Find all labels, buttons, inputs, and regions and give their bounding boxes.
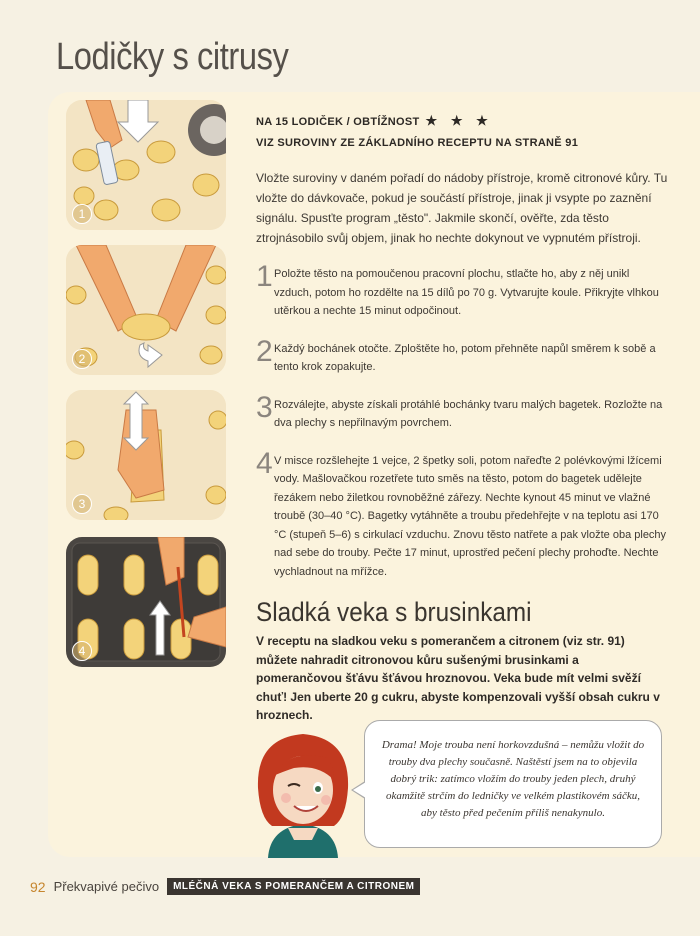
bubble-tail: [351, 781, 365, 799]
step-number: 4: [256, 446, 273, 480]
step-3: [256, 390, 668, 433]
step-number: 3: [256, 390, 273, 424]
intro-paragraph: Vložte suroviny v daném pořadí do nádoby přístroje, kromě citronové kůry. Tu vložte do dávkovače, pokud je součástí přístroje, jinak ji vsypte po zaznění signálu. Spusťte program „těsto". Jakmile skončí, ověřte, zda těsto ztrojnásobilo svůj objem, jinak ho nechte dokynout ve vypnutém přístroji.: [256, 171, 668, 245]
yield-difficulty: [256, 112, 668, 131]
section-name: Překvapivé pečivo: [53, 879, 160, 894]
step-number: 2: [256, 334, 273, 368]
step-illustration-1: [66, 100, 226, 230]
step-number: 1: [256, 260, 273, 293]
chapter-tag: MLÉČNÁ VEKA S POMERANČEM A CITRONEM: [167, 878, 420, 895]
variant-text: V receptu na sladkou veku s pomerančem a citronem (viz str. 91) můžete nahradit citronovou kůru sušenými brusinkami a pomerančovou šťávu šťávou hroznovou. Veka bude mít velmi svěží chuť! Jen uberte 20 g cukru, abyste kompenzovali vyšší obsah cukru v hroznech.: [256, 634, 660, 722]
difficulty-stars: ★ ★ ★: [425, 113, 493, 128]
tip-bubble: [364, 720, 662, 848]
yield-difficulty-label: NA 15 LODIČEK / OBTÍŽNOST: [256, 116, 420, 128]
page-footer: [30, 878, 420, 895]
tip-text: Drama! Moje trouba není horkovzdušná – nemůžu vložit do trouby dva plechy současně. Naštěstí jsem na to objevila dobrý trik: zatímco vložím do trouby jeden plech, druhý okamžitě strčím do ledničky ve velkém plastikovém sáčku, aby těsto před pečením příliš nenakynulo.: [381, 739, 645, 819]
step-badge: 3: [72, 494, 92, 514]
page-title: Lodičky s citrusy: [56, 36, 289, 78]
step-text: Rozválejte, abyste získali protáhlé bochánky tvaru malých bagetek. Rozložte na dva plechy s nepřilnavým povrchem.: [274, 398, 663, 429]
narrator-illustration: [248, 728, 358, 858]
step-badge: 2: [72, 349, 92, 369]
variant-title: Sladká veka s brusinkami: [256, 597, 532, 627]
page-number: 92: [30, 878, 46, 895]
step-badge: 1: [72, 204, 92, 224]
step-text: V misce rozšlehejte 1 vejce, 2 špetky soli, potom nařeďte 2 polévkovými lžícemi vody. Mašlovačkou rozetřete tuto směs na těsto, potom do bagetek udělejte řezákem nebo žiletkou rovnoběžné zářezy. Nechte kynout 45 minut ve vlažné troubě (30–40 °C). Bagetky vytáhněte a troubu předehřejte v na teplotu asi 170 °C (stupeň 5–6) s cirkulací vzduchu. Znovu těsto natřete a pak vložte oba plechy nad sebe do trouby. Pečte 17 minut, uprostřed pečení plechy prohoďte. Nechte vychladnout na mřížce.: [274, 454, 667, 578]
step-illustration-2: [66, 245, 226, 375]
recipe-content: [256, 112, 668, 725]
step-1: [256, 260, 668, 321]
step-2: [256, 334, 668, 377]
step-illustration-4: [66, 537, 226, 667]
step-text: Položte těsto na pomoučenou pracovní plochu, stlačte ho, aby z něj unikl vzduch, potom ho rozdělte na 15 dílů po 70 g. Vytvarujte koule. Přikryjte vlhkou utěrkou a nechte 15 minut odpočinout.: [274, 268, 659, 317]
step-illustration-3: [66, 390, 226, 520]
step-text: Každý bochánek otočte. Zploštěte ho, potom přehněte napůl směrem k sobě a tento krok zopakujte.: [274, 342, 656, 373]
step-4: [256, 446, 668, 582]
base-recipe-reference: VIZ SUROVINY ZE ZÁKLADNÍHO RECEPTU NA STRANĚ 91: [256, 137, 579, 149]
step-badge: 4: [72, 641, 92, 661]
